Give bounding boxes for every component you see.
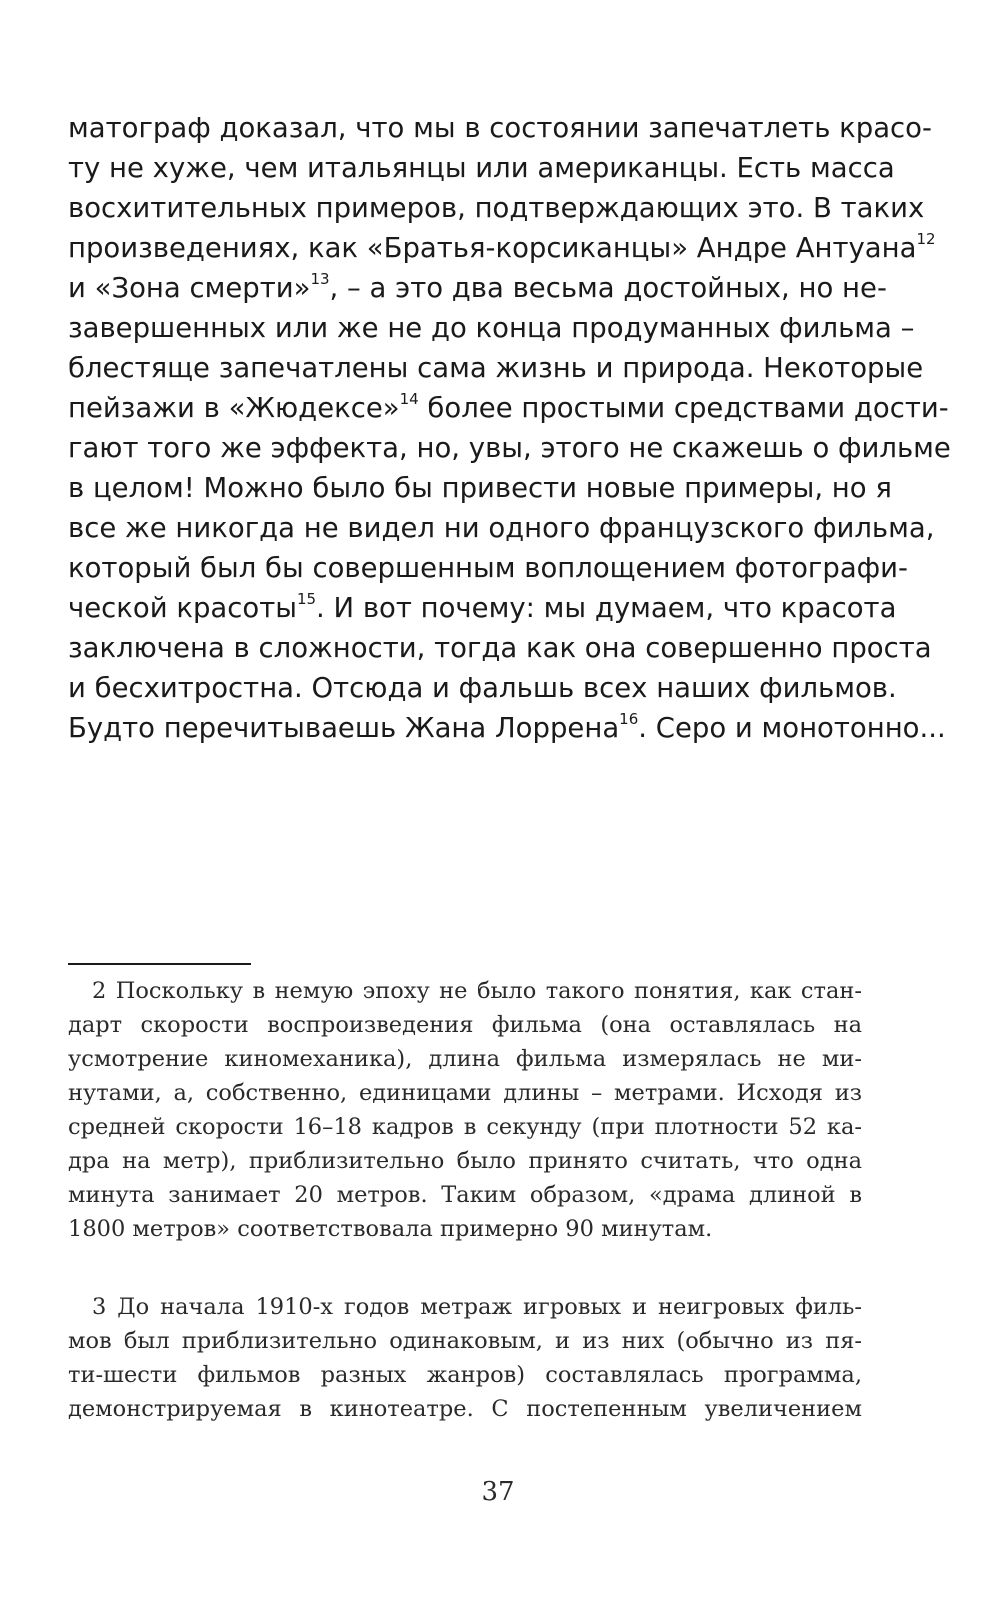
text-line: который был бы совершенным воплощением фотографи- — [68, 552, 908, 584]
footnote-line: дарт скорости воспроизведения фильма (она оставлялась на — [68, 1012, 862, 1038]
text-segment: пейзажи в «Жюдексе» — [68, 392, 400, 424]
text-line: заключена в сложности, тогда как она совершенно проста — [68, 632, 932, 664]
footnote-reference: 13 — [310, 270, 330, 288]
text-segment: . И вот почему: мы думаем, что красота — [316, 592, 897, 624]
footnote-line: 3 До начала 1910-х годов метраж игровых и неигровых филь- — [92, 1294, 862, 1320]
footnote-line: 2 Поскольку в немую эпоху не было такого понятия, как стан- — [92, 978, 862, 1004]
footnote-line: минута занимает 20 метров. Таким образом, «драма длиной в — [68, 1182, 862, 1208]
text-segment: более простыми средствами дости- — [418, 392, 949, 424]
text-segment: . Серо и монотонно... — [638, 712, 946, 744]
page-number: 37 — [481, 1477, 515, 1507]
text-segment: , – а это два весьма достойных, но не- — [329, 272, 887, 304]
footnote-reference: 16 — [619, 710, 639, 728]
footnote-line: нутами, а, собственно, единицами длины – метрами. Исходя из — [68, 1080, 862, 1106]
footnote-line: средней скорости 16–18 кадров в секунду (при плотности 52 ка- — [68, 1114, 862, 1140]
main-text — [68, 108, 951, 748]
footnote-line: мов был приблизительно одинаковым, и из них (обычно из пя- — [68, 1328, 862, 1354]
text-line: гают того же эффекта, но, увы, этого не скажешь о фильме — [68, 432, 951, 464]
text-segment: произведениях, как «Братья-корсиканцы» Андре Антуана — [68, 232, 917, 264]
text-segment: ческой красоты — [68, 592, 297, 624]
text-line — [68, 588, 897, 628]
footnote-reference: 14 — [399, 390, 419, 408]
text-line: матограф доказал, что мы в состоянии запечатлеть красо- — [68, 112, 932, 144]
footnote-line: дра на метр), приблизительно было принято считать, что одна — [68, 1148, 862, 1174]
text-line — [68, 268, 887, 308]
footnote-3 — [68, 1290, 862, 1426]
text-line: все же никогда не видел ни одного французского фильма, — [68, 512, 935, 544]
text-line — [68, 228, 936, 268]
footnote-line: демонстрируемая в кинотеатре. С постепенным увеличением — [68, 1396, 862, 1422]
text-line: блестяще запечатлены сама жизнь и природа. Некоторые — [68, 352, 924, 384]
text-line: и бесхитростна. Отсюда и фальшь всех наших фильмов. — [68, 672, 897, 704]
footnote-line: усмотрение киномеханика), длина фильма измерялась не ми- — [68, 1046, 862, 1072]
footnote-divider — [68, 963, 251, 965]
text-line — [68, 388, 949, 428]
text-line: завершенных или же не до конца продуманных фильма – — [68, 312, 915, 344]
footnote-line: 1800 метров» соответствовала примерно 90 минутам. — [68, 1216, 713, 1242]
footnote-line: ти-шести фильмов разных жанров) составлялась программа, — [68, 1362, 862, 1388]
text-segment: и «Зона смерти» — [68, 272, 311, 304]
text-line: в целом! Можно было бы привести новые примеры, но я — [68, 472, 892, 504]
footnote-reference: 15 — [296, 590, 317, 608]
text-line: восхитительных примеров, подтверждающих это. В таких — [68, 192, 925, 224]
footnote-2 — [68, 974, 862, 1246]
text-line: ту не хуже, чем итальянцы или американцы. Есть масса — [68, 152, 895, 184]
text-line — [68, 708, 946, 748]
footnote-reference: 12 — [916, 230, 936, 248]
text-segment: Будто перечитываешь Жана Лоррена — [68, 712, 620, 744]
